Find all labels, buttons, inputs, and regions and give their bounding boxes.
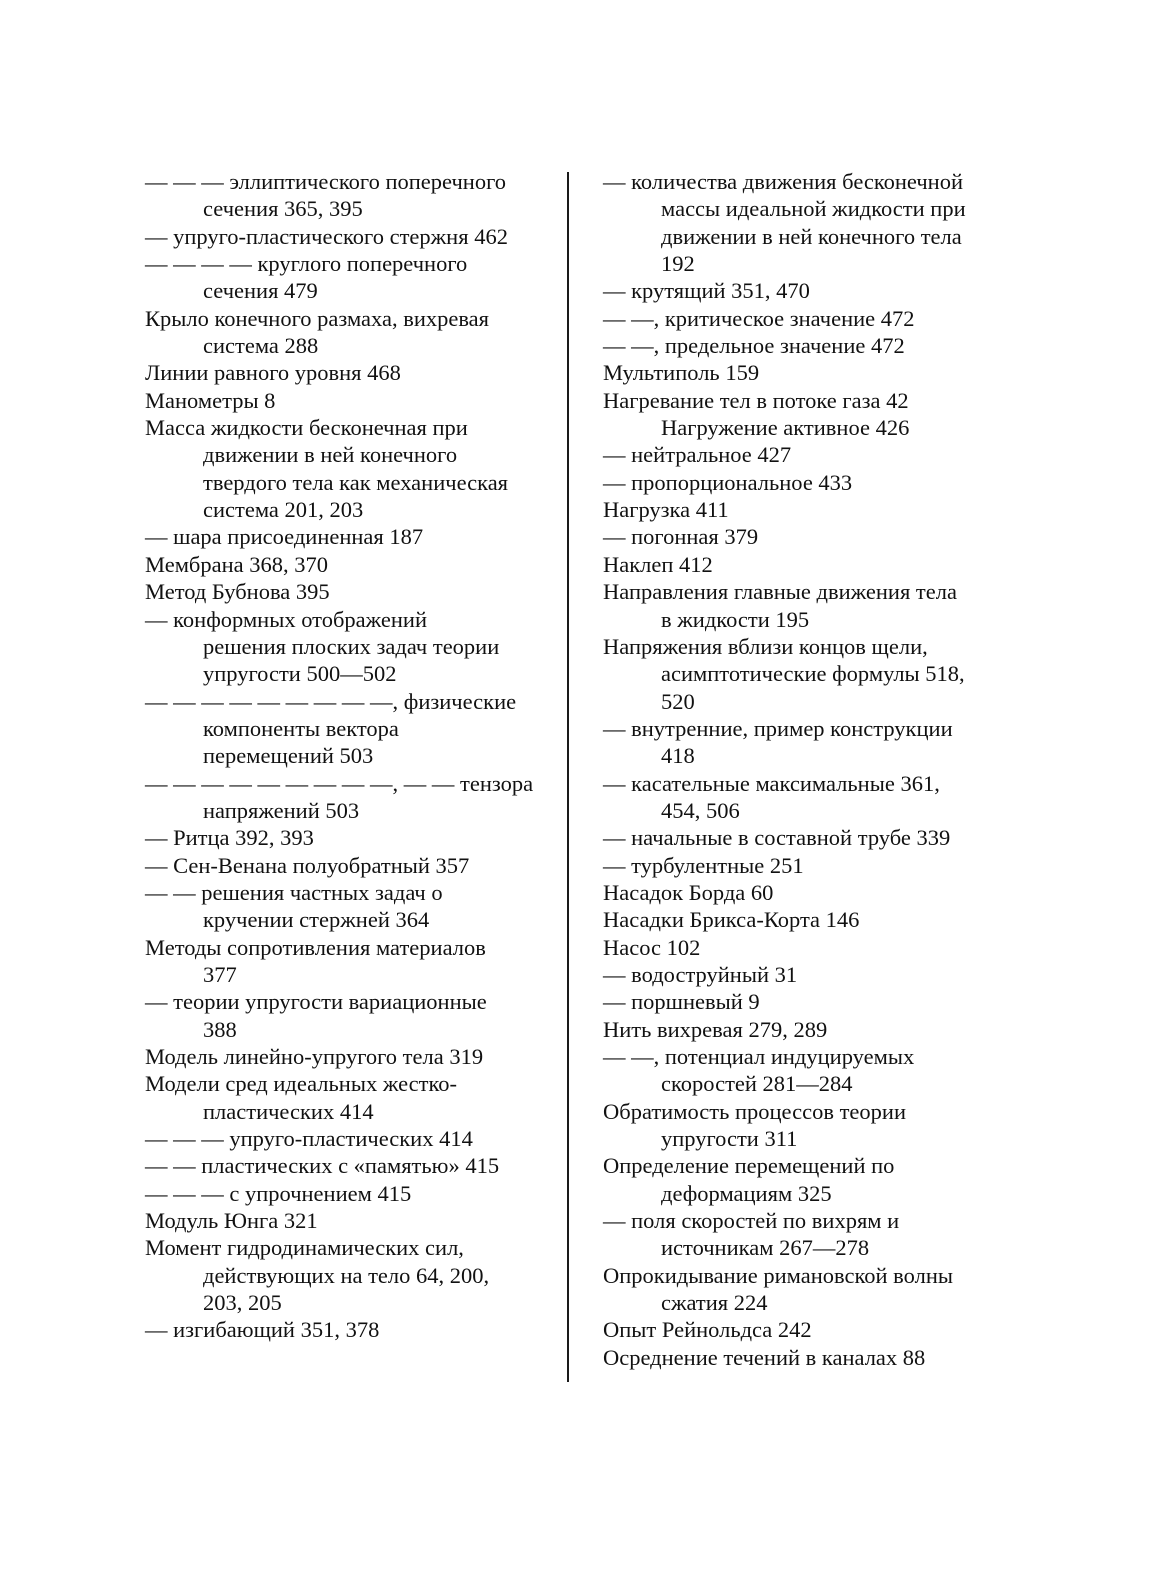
index-entry-continuation: массы идеальной жидкости при	[661, 196, 966, 222]
index-entry: Обратимость процессов теории	[603, 1098, 906, 1124]
index-entry-continuation: движении в ней конечного	[203, 442, 458, 468]
index-entry: — —, потенциал индуцируемых	[603, 1044, 915, 1069]
index-entry: Мультиполь 159	[603, 360, 760, 386]
index-entry-continuation: упругости 500—502	[203, 661, 397, 687]
index-entry: — — — упруго-пластических 414	[145, 1126, 473, 1152]
index-entry: — крутящий 351, 470	[603, 278, 810, 304]
index-entry-continuation: сечения 365, 395	[203, 196, 363, 222]
index-entry-continuation: в жидкости 195	[661, 606, 810, 632]
index-entry: Нить вихревая 279, 289	[603, 1016, 828, 1042]
index-entry: Модуль Юнга 321	[145, 1208, 318, 1234]
index-entry: — — — — — — — — —, физические	[145, 688, 517, 714]
index-entry-continuation: упругости 311	[661, 1126, 798, 1152]
index-entry: Определение перемещений по	[603, 1153, 895, 1179]
index-entry-continuation: 520	[661, 688, 695, 714]
index-entry: — турбулентные 251	[603, 852, 804, 878]
index-entry: — упруго-пластического стержня 462	[145, 223, 508, 249]
index-entry: Осреднение течений в каналах 88	[603, 1344, 926, 1370]
index-entry: — погонная 379	[603, 524, 759, 550]
index-entry: Нагрузка 411	[603, 497, 729, 523]
index-entry-continuation: 388	[203, 1016, 237, 1042]
index-entry: Насадки Брикса-Корта 146	[603, 907, 860, 933]
index-entry: Опрокидывание римановской волны	[603, 1262, 953, 1288]
index-entry: — — решения частных задач о	[145, 879, 443, 905]
index-entry-continuation: компоненты вектора	[203, 715, 399, 741]
index-entry: — Сен-Венана полуобратный 357	[145, 852, 470, 878]
column-divider	[567, 172, 569, 1382]
index-entry: — — — — круглого поперечного	[145, 251, 468, 277]
index-entry: — —, предельное значение 472	[603, 333, 905, 359]
index-entry: — — пластических с «памятью» 415	[145, 1153, 500, 1179]
index-entry: — водоструйный 31	[603, 961, 798, 987]
index-entry: Нагревание тел в потоке газа 42	[603, 387, 909, 413]
index-entry: Манометры 8	[145, 387, 276, 413]
index-entry: Направления главные движения тела	[603, 579, 957, 605]
index-entry-continuation: Нагружение активное 426	[661, 415, 910, 441]
index-entry: Наклеп 412	[603, 551, 713, 577]
index-entry-continuation: кручении стержней 364	[203, 907, 430, 933]
index-entry-continuation: асимптотические формулы 518,	[661, 661, 965, 687]
index-entry: Опыт Рейнольдса 242	[603, 1317, 812, 1343]
index-entry-continuation: сжатия 224	[661, 1290, 768, 1316]
index-entry-continuation: сечения 479	[203, 278, 318, 304]
index-entry-continuation: скоростей 281—284	[661, 1071, 853, 1097]
index-entry: Метод Бубнова 395	[145, 579, 330, 605]
index-entry-continuation: система 201, 203	[203, 497, 364, 523]
index-entry: Модели сред идеальных жестко-	[145, 1071, 457, 1097]
index-entry-continuation: 203, 205	[203, 1290, 282, 1316]
index-entry: — —, критическое значение 472	[603, 305, 915, 331]
index-entry: — внутренние, пример конструкции	[603, 715, 953, 741]
index-entry: — Ритца 392, 393	[145, 825, 314, 851]
index-entry: — начальные в составной трубе 339	[603, 825, 951, 851]
index-entry: — — — эллиптического поперечного	[145, 169, 506, 194]
index-entry: — поршневый 9	[603, 989, 760, 1015]
index-entry-continuation: перемещений 503	[203, 743, 374, 769]
index-entry: — изгибающий 351, 378	[145, 1317, 380, 1343]
index-entry-continuation: 418	[661, 743, 695, 769]
index-entry-continuation: 454, 506	[661, 797, 740, 823]
index-entry: — поля скоростей по вихрям и	[603, 1208, 900, 1234]
index-entry-continuation: 377	[203, 961, 237, 987]
index-entry: Момент гидродинамических сил,	[145, 1235, 464, 1261]
index-entry: Методы сопротивления материалов	[145, 934, 486, 960]
index-entry-continuation: система 288	[203, 333, 319, 359]
index-entry: — нейтральное 427	[603, 442, 792, 468]
index-entry-continuation: твердого тела как механическая	[203, 469, 509, 495]
index-entry: — касательные максимальные 361,	[603, 770, 940, 796]
index-entry-continuation: деформациям 325	[661, 1180, 832, 1206]
index-entry-continuation: напряжений 503	[203, 797, 360, 823]
index-entry: Напряжения вблизи концов щели,	[603, 633, 928, 659]
index-entry-continuation: 192	[661, 251, 695, 277]
index-entry: — пропорциональное 433	[603, 469, 853, 495]
index-entry: Линии равного уровня 468	[145, 360, 401, 386]
index-entry: — теории упругости вариационные	[145, 989, 487, 1015]
index-entry: — шара присоединенная 187	[145, 524, 424, 550]
index-entry-continuation: решения плоских задач теории	[203, 633, 500, 659]
index-entry: Насадок Борда 60	[603, 879, 774, 905]
index-column-right	[603, 168, 1023, 1371]
index-entry: — — — — — — — — —, — — тензора	[145, 770, 534, 796]
index-column-left	[145, 168, 550, 1344]
index-entry-continuation: пластических 414	[203, 1098, 374, 1124]
index-entry: Крыло конечного размаха, вихревая	[145, 305, 490, 331]
index-entry: Мембрана 368, 370	[145, 551, 329, 577]
index-entry: — количества движения бесконечной	[603, 169, 963, 194]
index-entry: Масса жидкости бесконечная при	[145, 415, 468, 441]
index-entry: — конформных отображений	[145, 606, 427, 632]
index-entry: — — — с упрочнением 415	[145, 1180, 412, 1206]
index-entry-continuation: действующих на тело 64, 200,	[203, 1262, 490, 1288]
index-entry: Насос 102	[603, 934, 701, 960]
index-entry-continuation: движении в ней конечного тела	[661, 223, 962, 249]
index-entry: Модель линейно-упругого тела 319	[145, 1044, 484, 1069]
index-entry-continuation: источникам 267—278	[661, 1235, 870, 1261]
